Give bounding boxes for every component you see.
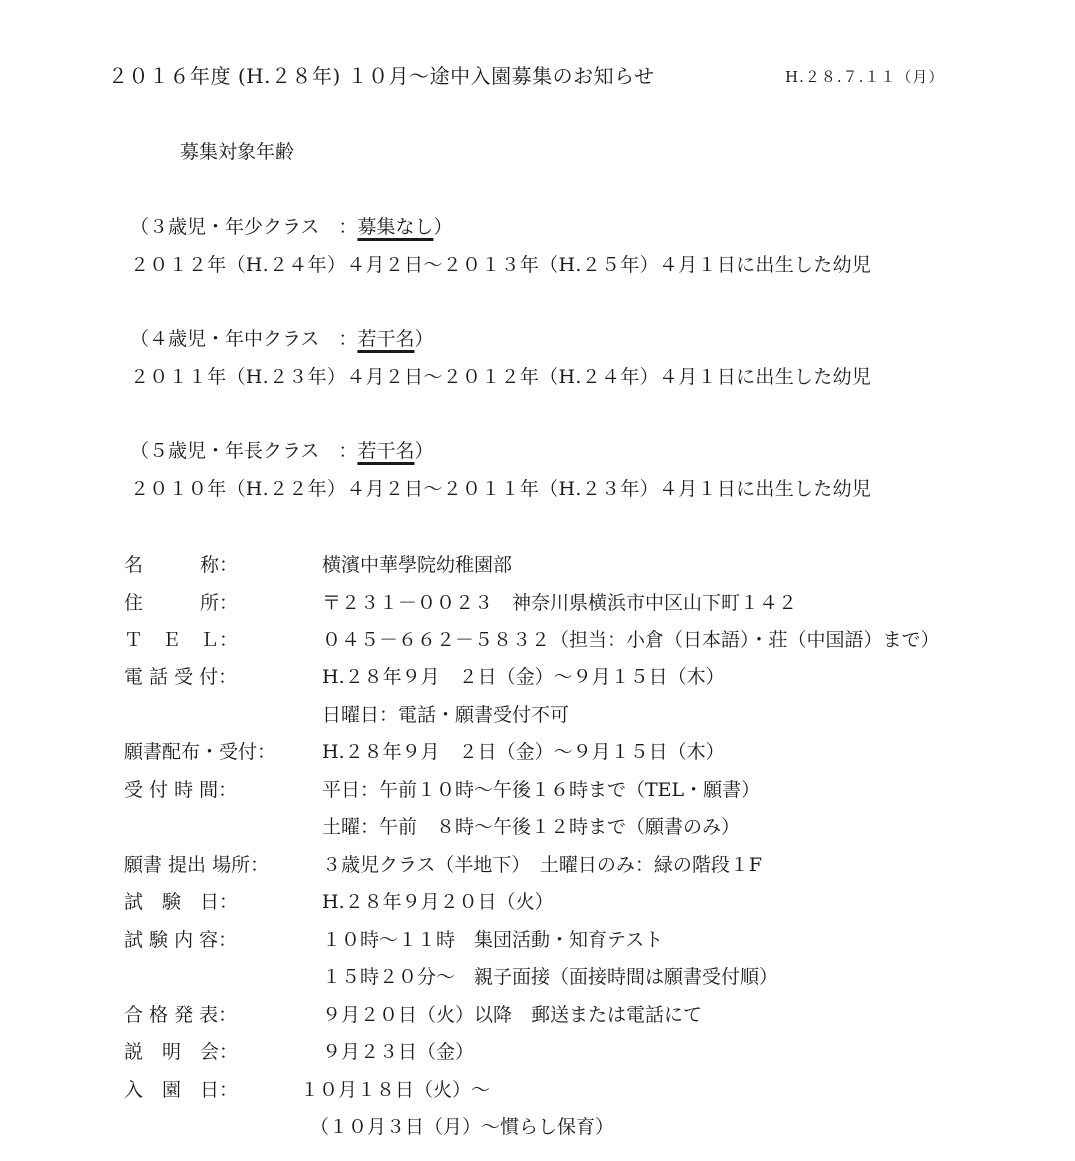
section-title: 募集対象年齢 bbox=[180, 141, 295, 163]
notice-date: H.２８.７.１１（月） bbox=[785, 68, 945, 86]
detail-value-results: ９月２０日（火）以降 郵送または電話にて bbox=[322, 1004, 703, 1026]
detail-label-submit-place: 願書 提出 場所： bbox=[124, 854, 270, 876]
class-3yo-heading bbox=[130, 212, 452, 239]
class-5yo-birth-range: ２０１０年（H.２２年）４月２日～２０１１年（H.２３年）４月１日に出生した幼児 bbox=[130, 478, 872, 500]
detail-label-phone-reception: 電 話 受 付： bbox=[124, 666, 238, 688]
detail-value-hours-weekday: 平日：午前１０時～午後１６時まで（TEL・願書） bbox=[322, 779, 761, 801]
class-label: （３歳児・年少クラス ： bbox=[130, 216, 358, 238]
detail-label-briefing: 説 明 会： bbox=[124, 1041, 239, 1063]
class-3yo-birth-range: ２０１２年（H.２４年）４月２日～２０１３年（H.２５年）４月１日に出生した幼児 bbox=[130, 254, 872, 276]
class-status: 若干名 bbox=[357, 440, 415, 462]
detail-value-entry-date: １０月１８日（火）～ bbox=[300, 1079, 491, 1101]
class-label: （４歳児・年中クラス ： bbox=[130, 328, 358, 350]
detail-value-name: 横濱中華學院幼稚園部 bbox=[322, 554, 513, 576]
class-close: ） bbox=[414, 328, 434, 350]
class-close: ） bbox=[414, 440, 434, 462]
detail-value-briefing: ９月２３日（金） bbox=[322, 1041, 475, 1063]
detail-value-exam-content-2: １５時２０分～ 親子面接（面接時間は願書受付順） bbox=[322, 966, 779, 988]
detail-value-hours-saturday: 土曜：午前 ８時～午後１２時まで（願書のみ） bbox=[322, 816, 741, 838]
detail-label-hours: 受 付 時 間： bbox=[124, 779, 238, 801]
detail-value-application: H.２８年９月 ２日（金）～９月１５日（木） bbox=[322, 741, 725, 763]
class-4yo-birth-range: ２０１１年（H.２３年）４月２日～２０１２年（H.２４年）４月１日に出生した幼児 bbox=[130, 366, 872, 388]
detail-label-entry-date: 入 園 日： bbox=[124, 1079, 239, 1101]
detail-value-submit-place: ３歳児クラス（半地下） 土曜日のみ：緑の階段１F bbox=[322, 854, 763, 876]
class-close: ） bbox=[433, 216, 453, 238]
detail-value-acclimation: （１０月３日（月）～慣らし保育） bbox=[310, 1116, 615, 1138]
detail-label-address: 住 所： bbox=[124, 592, 239, 614]
class-status: 募集なし bbox=[357, 216, 434, 238]
detail-label-application: 願書配布・受付： bbox=[124, 741, 277, 763]
detail-value-sunday-note: 日曜日：電話・願書受付不可 bbox=[322, 704, 570, 726]
detail-value-tel: ０４５－６６２－５８３２（担当：小倉（日本語）・荘（中国語）まで） bbox=[322, 629, 940, 651]
detail-label-exam-date: 試 験 日： bbox=[124, 891, 239, 913]
class-5yo-heading bbox=[130, 436, 433, 463]
detail-value-phone-reception: H.２８年９月 ２日（金）～９月１５日（木） bbox=[322, 666, 725, 688]
detail-label-tel: Ｔ Ｅ Ｌ： bbox=[124, 629, 239, 651]
detail-value-exam-content-1: １０時～１１時 集団活動・知育テスト bbox=[322, 929, 664, 951]
class-4yo-heading bbox=[130, 324, 433, 351]
detail-value-exam-date: H.２８年９月２０日（火） bbox=[322, 891, 554, 913]
detail-label-exam-content: 試 験 内 容： bbox=[124, 929, 238, 951]
notice-title: ２０１６年度 (H.２８年) １０月～途中入園募集のお知らせ bbox=[108, 64, 655, 88]
detail-value-address: 〒２３１－００２３ 神奈川県横浜市中区山下町１４２ bbox=[322, 592, 798, 614]
class-status: 若干名 bbox=[357, 328, 415, 350]
detail-label-results: 合 格 発 表： bbox=[124, 1004, 238, 1026]
detail-label-name: 名 称： bbox=[124, 554, 239, 576]
class-label: （５歳児・年長クラス ： bbox=[130, 440, 358, 462]
